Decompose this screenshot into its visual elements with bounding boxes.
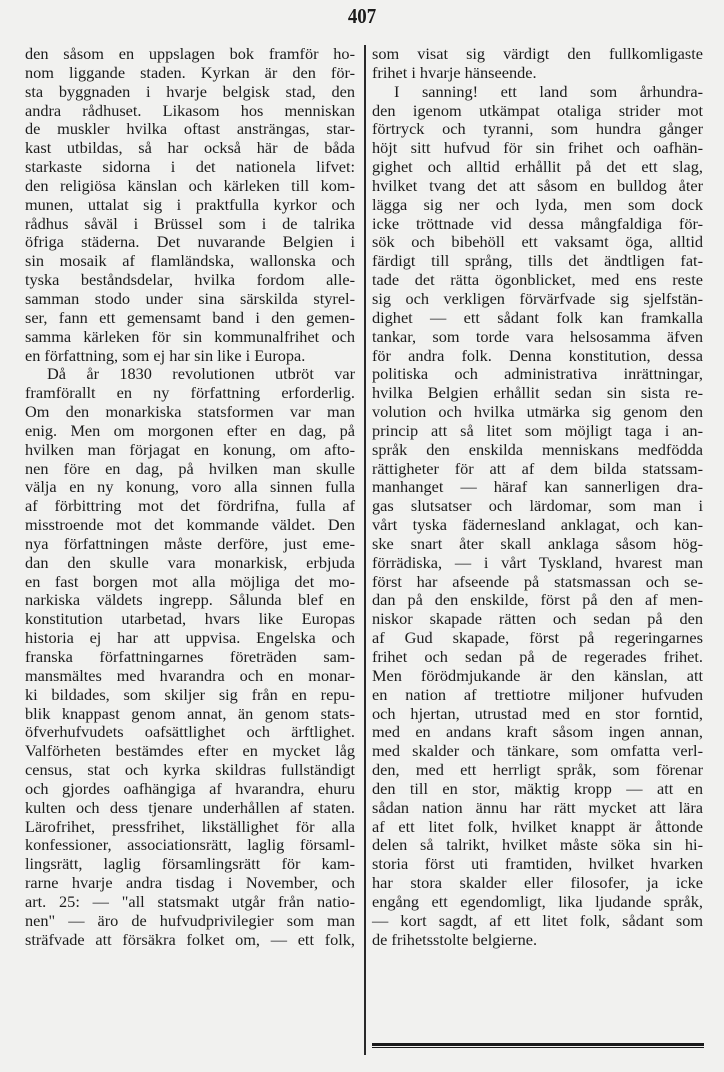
text-line: Valförheten bestämdes efter en mycket låg bbox=[25, 741, 355, 761]
text-line: nom liggande staden. Kyrkan är den för- bbox=[25, 62, 355, 82]
text-line: färdigt till språng, tills det ändtligen fat- bbox=[372, 251, 703, 271]
text-line: har stora skalder eller filosofer, ja icke bbox=[372, 873, 703, 893]
text-line: delen så talrikt, hvilket måste söka sin hi- bbox=[372, 835, 703, 855]
text-line: mansmältes med hvarandra och en monar- bbox=[25, 665, 355, 685]
text-line: som visat sig värdigt den fullkomligaste bbox=[372, 44, 703, 63]
text-line: Då år 1830 revolutionen utbröt var bbox=[47, 364, 355, 384]
text-line: en fast borgen mot alla möjliga det mo- bbox=[25, 571, 355, 591]
text-line: rådhus såväl i Brüssel som i de talrika bbox=[25, 213, 355, 233]
text-line: af ett litet folk, hvilket knappt är åttonde bbox=[372, 816, 703, 836]
text-line: dighet — ett sådant folk kan framkalla bbox=[372, 307, 703, 327]
text-line: nya författningen måste derföre, just eme- bbox=[25, 533, 355, 553]
text-line: den, med ett herrligt språk, som förenar bbox=[372, 760, 703, 780]
text-line: tade det rätta ögonblicket, med ens reste bbox=[372, 270, 703, 290]
text-line: sök och bibehöll ett vaksamt öga, alltid bbox=[372, 232, 703, 252]
text-line: narkiska väldets ingrepp. Sålunda blef en bbox=[25, 590, 355, 610]
text-line: den igenom utkämpat otaliga strider mot bbox=[372, 100, 703, 120]
text-line: med en andans kraft såsom ingen annan, bbox=[372, 722, 703, 742]
text-line: ki bildades, som skiljer sig från en repu- bbox=[25, 684, 355, 704]
text-line: nen" — äro de hufvudprivilegier som man bbox=[25, 910, 355, 930]
text-line: den till en stor, mäktig kropp — att en bbox=[372, 778, 703, 798]
text-line: nen före en dag, på hvilken man skulle bbox=[25, 458, 355, 478]
text-line: rättigheter för att af dem bilda statssam- bbox=[372, 458, 703, 478]
text-line: Men förödmjukande är den känslan, att bbox=[372, 665, 703, 685]
text-line: konstitution utarbetad, hvars like Europas bbox=[25, 609, 355, 629]
text-line: misstroende mot det kommande väldet. Den bbox=[25, 515, 355, 535]
text-line: vårt tyska fädernesland anklagat, och kan- bbox=[372, 515, 703, 535]
text-line: de frihetsstolte belgierne. bbox=[372, 929, 538, 949]
text-line: — kort sagdt, af ett litet folk, sådant som bbox=[372, 910, 703, 930]
text-line: hvilken man förjagat en konung, om afto- bbox=[25, 439, 355, 459]
text-line: sin mosaik af flamländska, wallonska och bbox=[25, 251, 355, 271]
text-line: art. 25: — "all statsmakt utgår från natio- bbox=[25, 891, 355, 911]
section-end-rule bbox=[372, 1043, 704, 1049]
text-line: gas slutsatser och lärdomar, som man i bbox=[372, 496, 703, 516]
text-line: enig. Men om morgonen efter en dag, på bbox=[25, 420, 355, 440]
text-line: dan den skulle vara monarkisk, erbjuda bbox=[25, 552, 355, 572]
text-line: blik knappast genom annat, än genom stats- bbox=[25, 703, 355, 723]
text-line: och gjordes oafhängiga af hvarandra, ehuru bbox=[25, 778, 355, 798]
text-line: franska författningarnes företräden sam- bbox=[25, 647, 355, 666]
text-line: ske snart åter skall anklaga såsom hög- bbox=[372, 533, 703, 553]
text-line: Om den monarkiska statsformen var man bbox=[25, 402, 355, 422]
text-line: kast utbildas, så har också här de båda bbox=[25, 138, 355, 158]
text-line: hvilket tvang det att såsom en bulldog åter bbox=[372, 175, 703, 195]
text-line: samma kärleken för sin kommunalfrihet och bbox=[25, 326, 355, 346]
text-line: den såsom en uppslagen bok framför ho- bbox=[25, 44, 355, 63]
text-line: census, stat och kyrka skildras fullständigt bbox=[25, 760, 355, 780]
text-line: sig och verkligen förvärfvade sig sjelfstän- bbox=[372, 288, 703, 308]
text-line: lingsrätt, laglig församlingsrätt för kam- bbox=[25, 854, 355, 874]
text-line: I sanning! ett land som århundra- bbox=[394, 81, 703, 101]
text-line: de muskler hvilka oftast ansträngas, star- bbox=[25, 119, 355, 139]
text-line: språk den enskilda menniskans medfödda bbox=[372, 439, 703, 459]
text-line: rarne hvarje andra tisdag i November, och bbox=[25, 873, 355, 893]
text-line: andra rådhuset. Likasom hos menniskan bbox=[25, 100, 355, 120]
text-line: sådan nation ännu har rätt mycket att lära bbox=[372, 797, 703, 817]
text-line: höjt sitt hufvud för sin frihet och oafhän- bbox=[372, 138, 703, 158]
text-line: dan på den enskilde, först på den af men- bbox=[372, 590, 703, 610]
text-line: samman stodo under sina särskilda styrel- bbox=[25, 288, 355, 308]
text-line: tyska beståndsdelar, hvilka fordom alle- bbox=[25, 270, 355, 290]
text-line: välja en ny konung, voro alla sinnen fulla bbox=[25, 477, 355, 497]
left-text-column bbox=[25, 45, 355, 950]
text-line: gighet och alltid erhållit på det ett slag, bbox=[372, 157, 703, 177]
text-line: tankar, som torde vara helsosamma äfven bbox=[372, 326, 703, 346]
text-line: lägga sig ner och lyda, men som dock bbox=[372, 194, 703, 214]
text-line: manhanget — häraf kan sannerligen dra- bbox=[372, 477, 703, 497]
text-line: med skalder och tänkare, som omfatta verl- bbox=[372, 741, 703, 761]
text-line: politiska och administrativa inrättningar, bbox=[372, 364, 703, 384]
text-line: en författning, som ej har sin like i Europa. bbox=[25, 345, 306, 365]
text-line: niskor skapade rätten och sedan på den bbox=[372, 609, 703, 629]
text-line: konfessioner, associationsrätt, laglig församl- bbox=[25, 835, 355, 855]
text-line: storia först uti framtiden, hvilket hvarken bbox=[372, 854, 703, 874]
text-line: först har afseende på statsmassan och se- bbox=[372, 571, 703, 591]
text-line: icke tröttnade vid dessa mångfaldiga för- bbox=[372, 213, 703, 233]
text-line: kulten och dess tjenare underhållen af staten. bbox=[25, 797, 355, 817]
text-line: öfriga städerna. Det nuvarande Belgien i bbox=[25, 232, 355, 252]
text-line: munen, uttalat sig i praktfulla kyrkor och bbox=[25, 194, 355, 214]
text-line: princip att så litet som möjligt taga i an- bbox=[372, 420, 703, 440]
text-line: öfverhufvudets oafsättlighet och ärftlighet. bbox=[25, 722, 355, 742]
end-rule-thin-line bbox=[372, 1047, 704, 1048]
text-line: engång ett egendomligt, lika ljudande språk, bbox=[372, 891, 703, 911]
text-line: ser, fann ett gemensamt band i den gemen- bbox=[25, 307, 355, 327]
text-line: historia ej har att uppvisa. Engelska och bbox=[25, 628, 355, 648]
text-line: Lärofrihet, pressfrihet, likställighet för alla bbox=[25, 816, 355, 836]
text-line: volution och hvilka utmärka sig genom den bbox=[372, 402, 703, 422]
text-line: framförallt en ny författning erforderlig. bbox=[25, 383, 355, 403]
column-divider-rule bbox=[364, 45, 366, 1055]
text-line: förrädiska, — i vårt Tyskland, hvarest man bbox=[372, 552, 703, 572]
text-line: en nation af trettiotre miljoner hufvuden bbox=[372, 684, 703, 704]
page-number: 407 bbox=[347, 4, 377, 28]
text-line: och hjertan, utrustad med en stor forntid, bbox=[372, 703, 703, 723]
right-text-column bbox=[372, 45, 703, 950]
text-line: frihet och sedan på de regerades frihet. bbox=[372, 647, 703, 666]
text-line: starkaste sidorna i det nationela lifvet: bbox=[25, 157, 355, 177]
text-line: sträfvade att försäkra folket om, — ett folk, bbox=[25, 929, 355, 949]
text-line: för andra folk. Denna konstitution, dessa bbox=[372, 345, 703, 365]
text-line: sta byggnaden i hvarje belgisk stad, den bbox=[25, 81, 355, 101]
text-line: frihet i hvarje hänseende. bbox=[372, 62, 537, 82]
end-rule-thick-line bbox=[372, 1043, 704, 1046]
text-line: af Gud skapade, först på regeringarnes bbox=[372, 628, 703, 648]
text-line: af förbittring mot det fördrifna, fulla af bbox=[25, 496, 355, 516]
text-line: förtryck och tyranni, som hundra gånger bbox=[372, 119, 703, 139]
text-line: den religiösa känslan och kärleken till kom- bbox=[25, 175, 355, 195]
text-line: hvilka Belgien erhållit sedan sin sista re- bbox=[372, 383, 703, 403]
